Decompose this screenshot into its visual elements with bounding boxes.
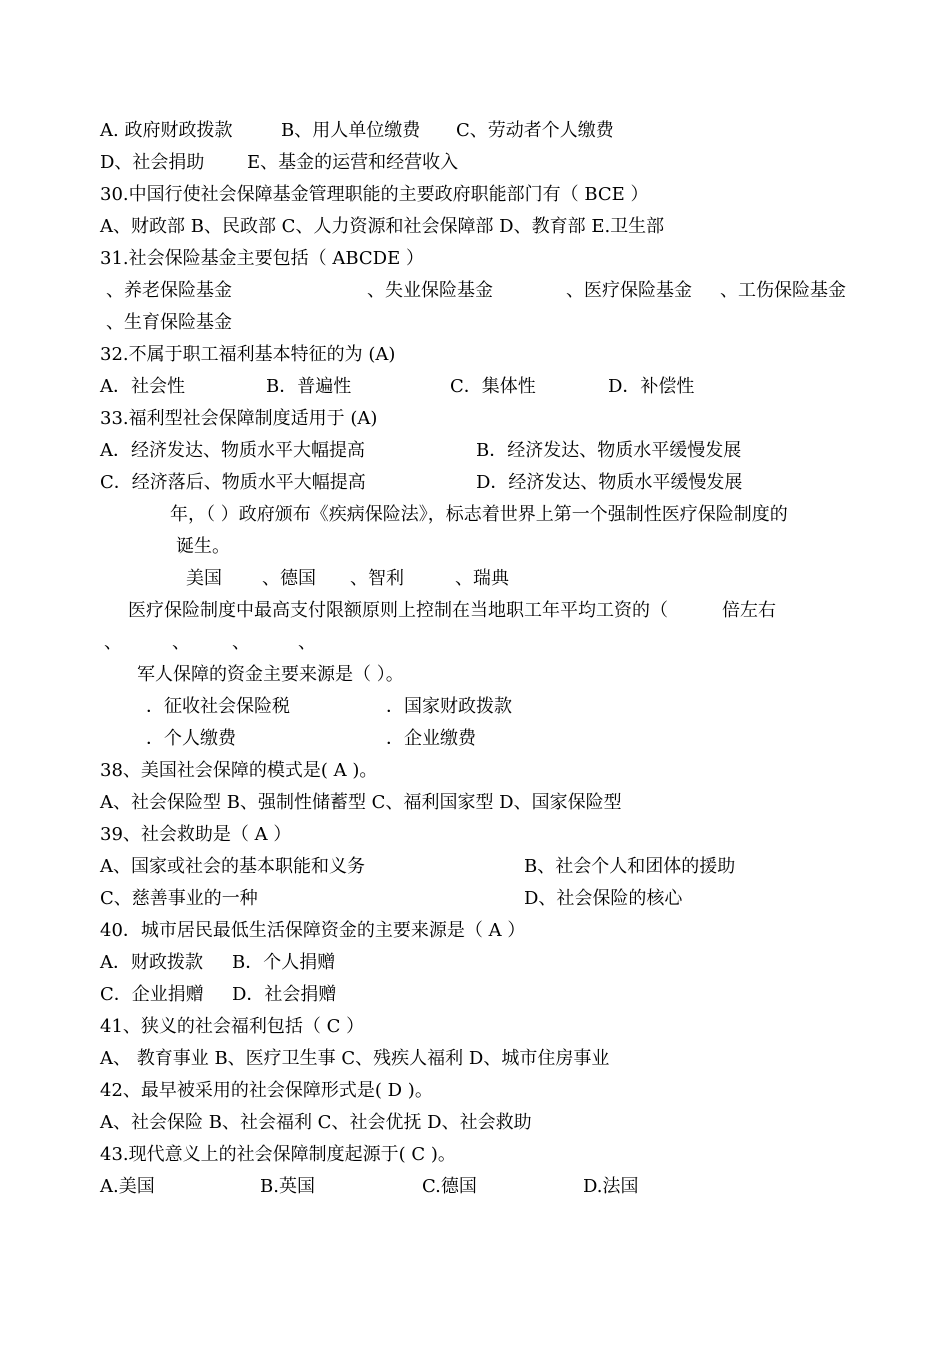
option-item: 、 (232, 632, 250, 653)
option-b: B．普遍性 (266, 376, 352, 397)
option-b: B、社会个人和团体的援助 (524, 856, 736, 877)
text-line (0, 947, 336, 979)
option-c: C.德国 (422, 1176, 477, 1197)
option-c: C．企业捐赠 (100, 984, 204, 1005)
option-item: 、智利 (350, 568, 404, 589)
option-item: ．国家财政拨款 (386, 696, 512, 717)
option-item: 、失业保险基金 (367, 280, 493, 301)
option-item: ．个人缴费 (146, 728, 236, 749)
option-item: 、瑞典 (455, 568, 509, 589)
question-42 (0, 1075, 433, 1107)
option-b: B．个人捐赠 (232, 952, 336, 973)
option-a: A. 政府财政拨款 (100, 120, 233, 141)
option-b: B．经济发达、物质水平缓慢发展 (476, 440, 742, 461)
option-a: A．经济发达、物质水平大幅提高 (100, 440, 365, 461)
question-text: 军人保障的资金主要来源是（ ）。 (137, 664, 404, 685)
text-line (0, 627, 316, 659)
question-text: 31.社会保险基金主要包括（ ABCDE ） (100, 248, 424, 269)
question-40 (0, 915, 526, 947)
text-line (0, 307, 232, 339)
option-a: A.美国 (100, 1176, 155, 1197)
option-c: C．经济落后、物质水平大幅提高 (100, 472, 366, 493)
option-b: B.英国 (260, 1176, 315, 1197)
question-39 (0, 819, 292, 851)
option-a: A．社会性 (100, 376, 185, 397)
text-line (0, 1171, 639, 1203)
option-item: ．征收社会保险税 (146, 696, 290, 717)
question-43 (0, 1139, 456, 1171)
question-text-line (0, 659, 404, 691)
option-d: D.法国 (583, 1176, 639, 1197)
option-item: 、医疗保险基金 (566, 280, 692, 301)
question-text: 医疗保险制度中最高支付限额原则上控制在当地职工年平均工资的（ (128, 600, 668, 621)
option-item: 、 (298, 632, 316, 653)
option-d: D．补偿性 (608, 376, 695, 397)
question-30 (0, 179, 649, 211)
option-a: A、国家或社会的基本职能和义务 (100, 856, 365, 877)
question-text: 40．城市居民最低生活保障资金的主要来源是（ A ） (100, 920, 526, 941)
question-32 (0, 339, 396, 371)
question-31 (0, 243, 424, 275)
question-text: 诞生。 (176, 536, 230, 557)
question-text-line (0, 531, 230, 563)
option-d: D．社会捐赠 (232, 984, 337, 1005)
text-line (0, 883, 683, 915)
text-line (0, 979, 337, 1011)
question-text: 41、狭义的社会福利包括（ C ） (100, 1016, 365, 1037)
option-e: E、基金的运营和经营收入 (247, 152, 459, 173)
option-c: C．集体性 (450, 376, 536, 397)
text-line (0, 563, 509, 595)
option-item: 、工伤保险基金 (720, 280, 846, 301)
option-b: B、用人单位缴费 (281, 120, 421, 141)
text-line (0, 211, 665, 243)
text-line (0, 147, 459, 179)
question-text: 42、最早被采用的社会保障形式是( D )。 (100, 1080, 433, 1101)
text-line (0, 1043, 610, 1075)
text-line (0, 371, 695, 403)
option-item: 美国 (186, 568, 222, 589)
option-item: ．企业缴费 (386, 728, 476, 749)
options-row: A、 教育事业 B、医疗卫生事 C、残疾人福利 D、城市住房事业 (100, 1048, 610, 1069)
question-text: 32.不属于职工福利基本特征的为 (A) (100, 344, 396, 365)
question-text: 43.现代意义上的社会保障制度起源于( C )。 (100, 1144, 456, 1165)
text-line (0, 115, 614, 147)
question-text: 39、社会救助是（ A ） (100, 824, 292, 845)
options-row: A、社会保险 B、社会福利 C、社会优抚 D、社会救助 (100, 1112, 532, 1133)
option-d: D．经济发达、物质水平缓慢发展 (476, 472, 743, 493)
question-text-line (0, 499, 788, 531)
text-line (0, 787, 622, 819)
option-item: 、生育保险基金 (106, 312, 232, 333)
text-line (0, 691, 512, 723)
options-row: A、社会保险型 B、强制性储蓄型 C、福利国家型 D、国家保险型 (100, 792, 622, 813)
options-row: A、财政部 B、民政部 C、人力资源和社会保障部 D、教育部 E.卫生部 (100, 216, 665, 237)
option-item: 、德国 (262, 568, 316, 589)
question-text: 倍左右 (722, 600, 776, 621)
option-d: D、社会保险的核心 (524, 888, 683, 909)
question-38 (0, 755, 378, 787)
text-line (0, 723, 476, 755)
question-41 (0, 1011, 365, 1043)
question-text: 33.福利型社会保障制度适用于 (A) (100, 408, 378, 429)
text-line (0, 1107, 532, 1139)
text-line (0, 435, 742, 467)
option-item: 、 (172, 632, 190, 653)
option-c: C、劳动者个人缴费 (456, 120, 614, 141)
option-a: A．财政拨款 (100, 952, 203, 973)
question-text: 38、美国社会保障的模式是( A )。 (100, 760, 378, 781)
option-item: 、 (104, 632, 122, 653)
text-line (0, 275, 846, 307)
text-line (0, 851, 736, 883)
question-text: 年，（ ）政府颁布《疾病保险法》，标志着世界上第一个强制性医疗保险制度的 (170, 504, 788, 525)
option-d: D、社会捐助 (100, 152, 205, 173)
option-item: 、养老保险基金 (106, 280, 232, 301)
question-text-line (0, 595, 776, 627)
text-line (0, 467, 743, 499)
question-33 (0, 403, 378, 435)
question-text: 30.中国行使社会保障基金管理职能的主要政府职能部门有（ BCE ） (100, 184, 649, 205)
option-c: C、慈善事业的一种 (100, 888, 258, 909)
